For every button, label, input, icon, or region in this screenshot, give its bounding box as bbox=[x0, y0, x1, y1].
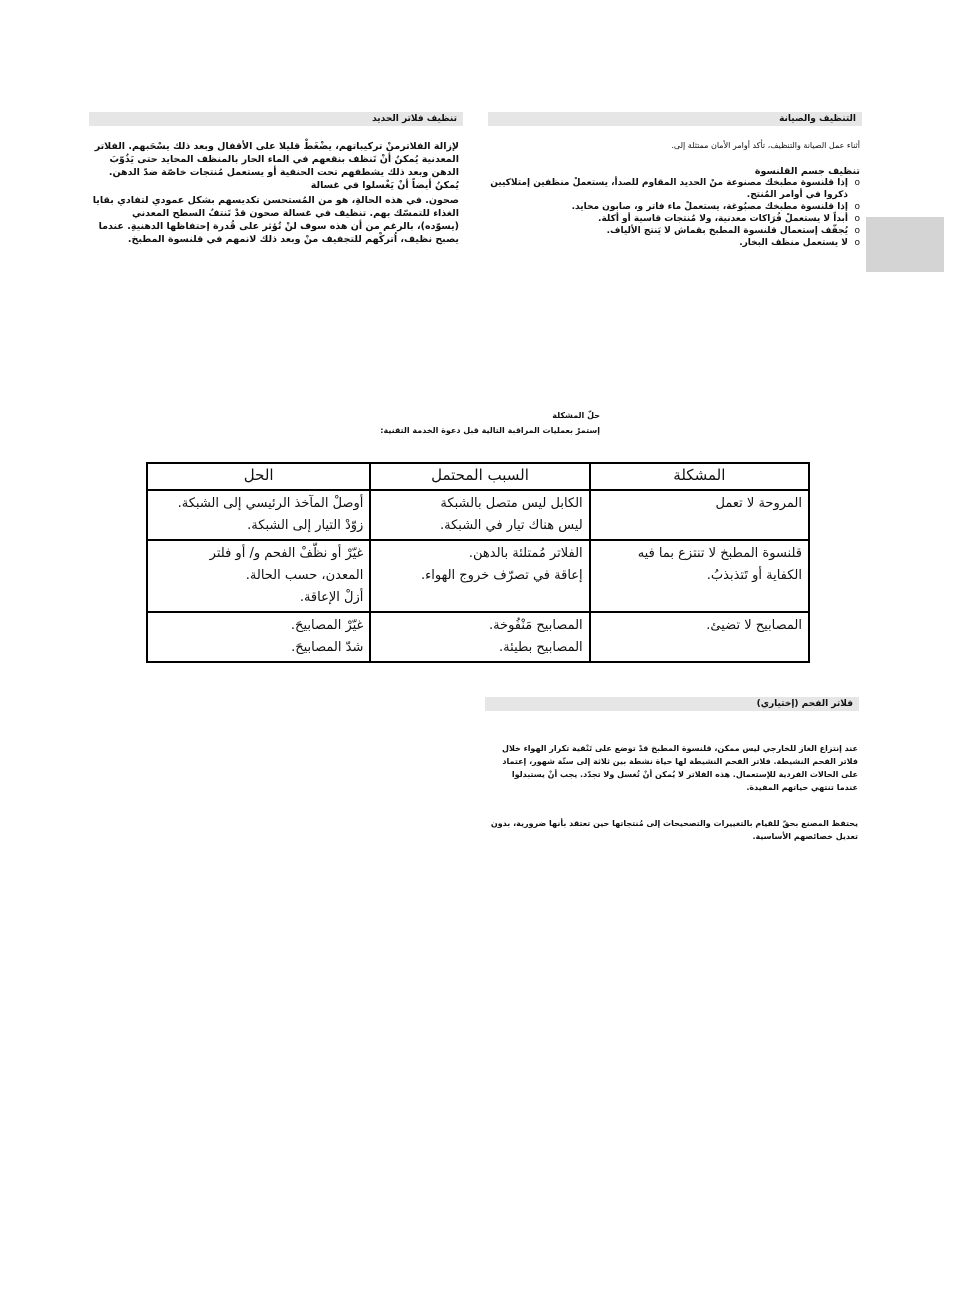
cell-line: شدّ المصابيحَ. bbox=[291, 640, 364, 655]
troubleshooting-table bbox=[146, 462, 810, 663]
cell-line: أزلْ الإعاقة. bbox=[299, 590, 364, 605]
bullet-item: o إذا قلنسوة مطبخك مصبُوغة، يستعملْ ماء فاتر و، صابون محايد. bbox=[490, 201, 860, 213]
maintenance-bullet-list bbox=[490, 177, 860, 249]
filters-header: تنظيف فلاتر الحديد bbox=[89, 112, 463, 126]
cell-line: المصابيح مَنْفُوخة. bbox=[488, 618, 583, 633]
problem-cell bbox=[590, 540, 809, 612]
cause-cell bbox=[370, 490, 589, 540]
cell-line: المروحة لا تعمل bbox=[715, 496, 802, 511]
cell-line: المصابيح لا تضيئ. bbox=[706, 618, 802, 633]
cell-line: إعاقة في تصرّف خروج الهواء. bbox=[421, 568, 583, 583]
solution-cell bbox=[147, 540, 370, 612]
column-header-cause: السبب المحتمل bbox=[370, 463, 589, 490]
section-tab-marker bbox=[866, 217, 944, 272]
troubleshooting-title: حلّ المشكلة bbox=[552, 411, 600, 420]
table-row bbox=[147, 490, 809, 540]
cause-cell bbox=[370, 540, 589, 612]
cell-line: أوصلْ المآخذ الرئيسي إلى الشبكة. bbox=[177, 496, 364, 511]
cell-line: غيّرْ المصابيحَ. bbox=[290, 618, 364, 633]
cell-line: زوّدْ التيار إلى الشبكة. bbox=[247, 518, 364, 533]
table-row bbox=[147, 540, 809, 612]
cell-line: غيّرْ أو نظّفْ الفحم و/ أو فلتر bbox=[209, 546, 364, 561]
solution-cell bbox=[147, 612, 370, 662]
cell-line: المصابيح بطيئة. bbox=[499, 640, 583, 655]
filters-paragraph-1: لإزالة الفلاترمنْ تركيباتهم، يضْغَطْ قليلا على الأقفال وبعد ذلك يسْحَبهم. الفلاتر المعدنية يُمكنُ أنْ تَنظف بنقعهم في الماء الحار بالمنظف المحايد حتى يَذُوّبَ الدهن وبعد ذلك يشطفهم تحت الحنفية أو يستعمل مُنتجات خاصّة ضدّ الدهن. يُمكنُ أيضاً أنْ يَغْسلوا في غسالة bbox=[94, 141, 459, 191]
bullet-item: o أبداً لا يستعملْ فُرَاكات معدنية، ولا مُنتجات قاسية أو أكلة. bbox=[490, 213, 860, 225]
filters-paragraph-2: صحون. في هذه الحالةِ، هو من المُستحسن تكديسهم بشكل عمودي لتفادي بقايا الغذاء للتمسّك بهم. تنظيف في غسالة صحون قدْ تَنتفُ السطح المعدني (يسوّده)، بالرغم من أن هذه سوف لنْ تُؤثر على قُدرة إحتفاظها الدهنيةِ. عندما يصبح نظيف، اُتركْهم للتجفيف منْ وبعد ذلك لانمهم في قلنسوة المطبخ. bbox=[92, 195, 459, 245]
table-header-row bbox=[147, 463, 809, 490]
hood-body-title: تنظيف جسم القلنسوة bbox=[754, 166, 860, 177]
bullet-item: o يُجفّف إستعمال قلنسوة المطبخ بقماش لا يَنتج الألياف. bbox=[490, 225, 860, 237]
bullet-item: o إذا قلنسوة مطبخك مصنوعة منْ الحديد المقاوم للصدأ، يستعملْ منظفين إمتلاكيين ذكروا في أوامر المُنتج. bbox=[490, 177, 860, 201]
table-row bbox=[147, 612, 809, 662]
maintenance-intro: أثناء عمل الصيانة والتنظيف، تأكد أوامر الأمان ممتثلة إلى. bbox=[671, 141, 860, 150]
hood-body-section bbox=[490, 166, 860, 249]
bullet-item: o لا يستعمل منظف البخار. bbox=[490, 237, 860, 249]
cell-line: الفلاتر مُمتلئة بالدهن. bbox=[468, 546, 583, 561]
cell-line: المعدن، حسب الحالة. bbox=[245, 568, 364, 583]
cell-line: الكفاية أو تَتذبذبُ. bbox=[706, 568, 802, 583]
column-header-solution: الحل bbox=[147, 463, 370, 490]
cell-line: قلنسوة المطبخ لا تنتزع بما فيه bbox=[637, 546, 802, 561]
problem-cell bbox=[590, 490, 809, 540]
troubleshooting-subtitle: إستمرْ بعمليات المراقبة التالية قبل دعوة الخدمة التقنية: bbox=[380, 426, 600, 435]
problem-cell bbox=[590, 612, 809, 662]
carbon-paragraph-1: عند إنتزاع الغاز للخارجي ليس ممكن، قلنسوة المطبخ قدْ توضع على تَنْقية تكرار الهواء خلال فلاتر الفحم النشيطة. فلاتر الفحم النشيطة لها حياة نشطة بين ثلاثة إلى ستّة شهور، إعتماد على الحالات الفردية للإستعمال. هذه الفلاتر لا يُمكن أنْ تُغسل ولا تجدّد. يجب أنْ يستبدلوا عندما تنتهي حياتهم المفيدة. bbox=[502, 744, 858, 792]
cell-line: الكابل ليس متصل بالشبكة bbox=[440, 496, 583, 511]
cause-cell bbox=[370, 612, 589, 662]
carbon-header: فلاتر الفحم (إختياري) bbox=[485, 697, 859, 711]
carbon-paragraph-2: يحتفظ المصنع بحقّ للقيام بالتغييرات والتصحيحات إلى مُنتجاتها حين تعتقد بأنها ضرورية، بدون تعديل خصائصهم الأساسية. bbox=[490, 819, 858, 841]
cell-line: ليس هناك تيار في الشبكة. bbox=[440, 518, 583, 533]
solution-cell bbox=[147, 490, 370, 540]
column-header-problem: المشكلة bbox=[590, 463, 809, 490]
maintenance-header: التنظيف والصيانة bbox=[488, 112, 862, 126]
